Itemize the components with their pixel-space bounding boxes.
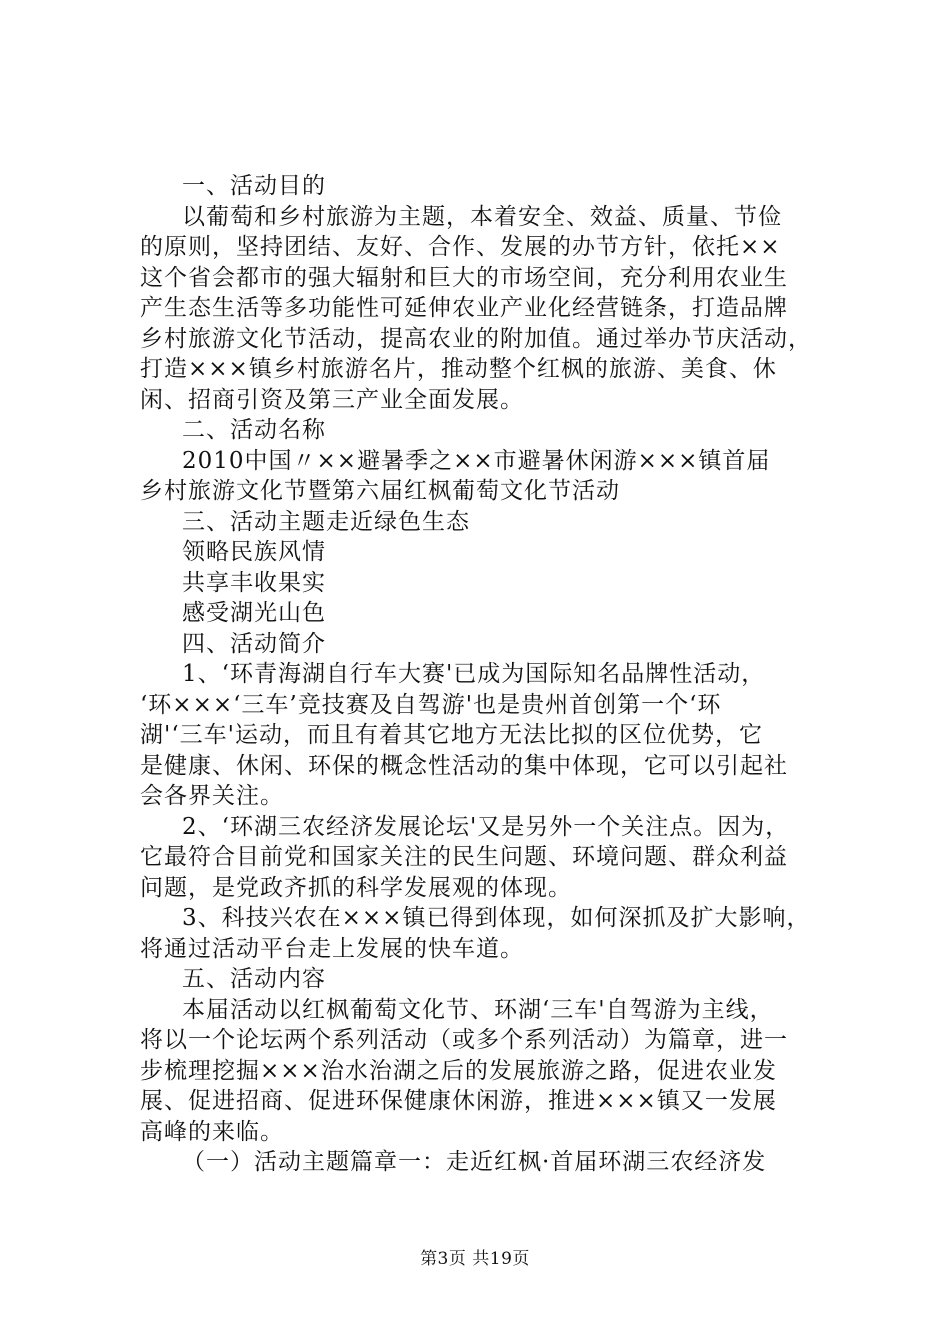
text-line: 乡村旅游文化节暨第六届红枫葡萄文化节活动 <box>140 478 620 504</box>
text-line: 一、活动目的 <box>182 173 326 199</box>
text-line: 四、活动简介 <box>182 630 326 657</box>
text-line: 会各界关注。 <box>140 783 284 809</box>
text-line: ‘环×××‘三车’竞技赛及自驾游'也是贵州首创第一个‘环 <box>140 691 722 718</box>
text-line: 将通过活动平台走上发展的快车道。 <box>140 935 524 962</box>
text-line: 本届活动以红枫葡萄文化节、环湖‘三车'自驾游为主线， <box>182 996 774 1023</box>
text-line: 2、‘环湖三农经济发展论坛'又是另外一个关注点。因为， <box>182 813 790 840</box>
text-line: 它最符合目前党和国家关注的民生问题、环境问题、群众利益 <box>140 844 788 870</box>
text-line: 打造×××镇乡村旅游名片，推动整个红枫的旅游、美食、休 <box>140 356 777 382</box>
text-line: 乡村旅游文化节活动，提高农业的附加值。通过举办节庆活动， <box>140 325 812 352</box>
text-line: 闲、招商引资及第三产业全面发展。 <box>140 386 524 413</box>
text-line: 将以一个论坛两个系列活动（或多个系列活动）为篇章，进一 <box>140 1027 788 1053</box>
text-line: 感受湖光山色 <box>182 600 326 626</box>
text-line: 2010中国〃××避暑季之××市避暑休闲游×××镇首届 <box>182 447 771 474</box>
text-line: 三、活动主题走近绿色生态 <box>182 508 470 535</box>
text-line: 高峰的来临。 <box>140 1118 284 1145</box>
text-line: 步梳理挖掘×××治水治湖之后的发展旅游之路，促进农业发 <box>140 1057 777 1084</box>
text-line: 湖'‘三车'运动，而且有着其它地方无法比拟的区位优势，它 <box>140 722 763 748</box>
text-line: 展、促进招商、促进环保健康休闲游，推进×××镇又一发展 <box>140 1088 777 1114</box>
text-line: 共享丰收果实 <box>182 569 326 596</box>
text-line: 这个省会都市的强大辐射和巨大的市场空间，充分利用农业生 <box>140 264 788 291</box>
text-line: 的原则，坚持团结、友好、合作、发展的办节方针，依托×× <box>140 234 781 260</box>
text-line: 问题，是党政齐抓的科学发展观的体现。 <box>140 874 572 901</box>
text-line: 产生态生活等多功能性可延伸农业产业化经营链条，打造品牌 <box>140 295 788 321</box>
document-body <box>140 171 840 1178</box>
text-line: 3、科技兴农在×××镇已得到体现，如何深抓及扩大影响， <box>182 905 811 931</box>
text-line: 领略民族风情 <box>182 539 326 565</box>
page-footer: 第3页 共19页 <box>420 1249 530 1269</box>
text-line: 二、活动名称 <box>182 417 326 443</box>
text-line: 1、‘环青海湖自行车大赛'已成为国际知名品牌性活动， <box>182 661 766 687</box>
text-line: 五、活动内容 <box>182 966 326 992</box>
text-line: 以葡萄和乡村旅游为主题，本着安全、效益、质量、节俭 <box>182 203 782 230</box>
text-line: 是健康、休闲、环保的概念性活动的集中体现，它可以引起社 <box>140 752 788 779</box>
text-line: （一）活动主题篇章一：走近红枫·首届环湖三农经济发 <box>182 1149 767 1175</box>
